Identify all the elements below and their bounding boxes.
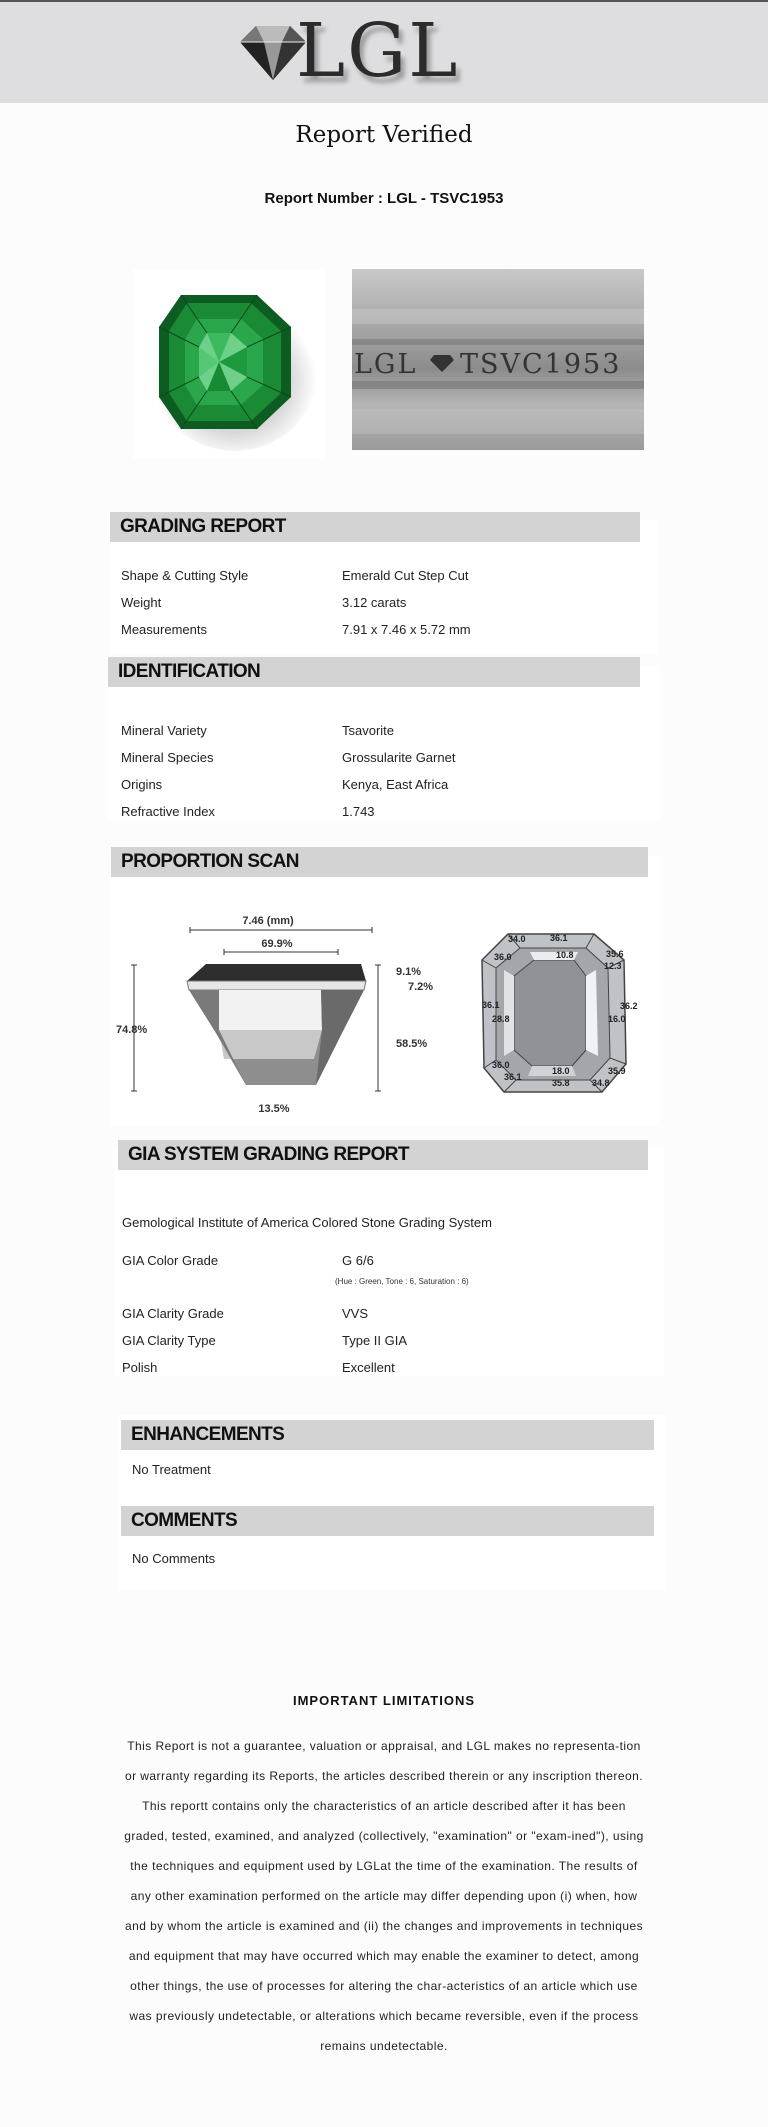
section-heading: ENHANCEMENTS <box>121 1420 654 1450</box>
section-heading: COMMENTS <box>121 1506 654 1536</box>
row-value: Tsavorite <box>342 723 395 738</box>
facet-label: 18.0 <box>552 1066 570 1076</box>
row-value: 3.12 carats <box>342 595 407 610</box>
lgl-logo <box>234 8 494 96</box>
girdle-inscription-photo <box>352 269 644 450</box>
report-number: Report Number : LGL - TSVC1953 <box>264 190 504 207</box>
inscription-text: LGL <box>354 349 418 380</box>
row-label: GIA Color Grade <box>122 1253 219 1268</box>
width-label: 7.46 (mm) <box>242 915 294 927</box>
facet-label: 36.1 <box>504 1072 522 1082</box>
identification-card <box>108 665 660 820</box>
facet-label: 36.0 <box>494 952 512 962</box>
culet-label: 13.5% <box>258 1103 290 1115</box>
facet-label: 35.6 <box>606 949 624 959</box>
comments-value: No Comments <box>132 1551 216 1566</box>
top-view-diagram <box>474 910 650 1115</box>
row-label: GIA Clarity Type <box>122 1333 216 1348</box>
facet-label: 28.8 <box>492 1014 510 1024</box>
pavilion-label: 58.5% <box>396 1038 428 1050</box>
page-title: Report Verified <box>295 122 473 148</box>
row-value: Excellent <box>342 1360 395 1375</box>
side-profile-diagram <box>116 905 451 1120</box>
facet-label: 36.0 <box>492 1060 510 1070</box>
facet-label: 36.1 <box>550 933 568 943</box>
row-value: Emerald Cut Step Cut <box>342 568 469 583</box>
color-note: (Hue : Green, Tone : 6, Saturation : 6) <box>335 1277 469 1286</box>
facet-label: 36.1 <box>482 1000 500 1010</box>
row-label: Origins <box>121 777 163 792</box>
facet-label: 10.8 <box>556 950 574 960</box>
facet-label: 35.8 <box>552 1078 570 1088</box>
row-value: 7.91 x 7.46 x 5.72 mm <box>342 622 471 637</box>
row-value: G 6/6 <box>342 1253 374 1268</box>
girdle-label: 7.2% <box>408 981 434 993</box>
facet-label: 16.0 <box>608 1014 626 1024</box>
section-heading: GRADING REPORT <box>110 512 640 542</box>
table-label: 69.9% <box>261 938 293 950</box>
section-heading: PROPORTION SCAN <box>111 847 648 877</box>
section-heading: GIA SYSTEM GRADING REPORT <box>118 1140 648 1170</box>
logo-text: LGL <box>296 8 460 94</box>
row-label: Measurements <box>121 622 207 637</box>
facet-label: 34.0 <box>508 934 526 944</box>
header-banner <box>0 0 768 103</box>
crown-label: 9.1% <box>396 966 422 978</box>
row-value: Grossularite Garnet <box>342 750 456 765</box>
row-value: Type II GIA <box>342 1333 408 1348</box>
inscription-code: TSVC1953 <box>460 349 622 380</box>
row-value: Kenya, East Africa <box>342 777 449 792</box>
limitations-title: IMPORTANT LIMITATIONS <box>292 1693 476 1708</box>
section-heading: IDENTIFICATION <box>108 657 640 687</box>
depth-label: 74.8% <box>116 1024 148 1036</box>
row-value: 1.743 <box>342 804 375 819</box>
row-label: Polish <box>122 1360 158 1375</box>
gia-system-text: Gemological Institute of America Colored Stone Grading System <box>122 1215 492 1230</box>
enhancements-value: No Treatment <box>132 1462 211 1477</box>
facet-label: 34.8 <box>592 1078 610 1088</box>
facet-label: 36.2 <box>620 1001 638 1011</box>
row-label: Weight <box>121 595 162 610</box>
gemstone-photo <box>133 269 325 459</box>
facet-label: 35.9 <box>608 1066 626 1076</box>
row-label: Mineral Variety <box>121 723 207 738</box>
row-label: Shape & Cutting Style <box>121 568 249 583</box>
row-label: GIA Clarity Grade <box>122 1306 224 1321</box>
facet-label: 12.3 <box>604 961 622 971</box>
row-value: VVS <box>342 1306 369 1321</box>
limitations-text: This Report is not a guarantee, valuation or appraisal, and LGL makes no representa-tion or warranty regarding its Reports, the articles described therein or any inscription thereon. This reportt contains only the characteristics of an article described after it has been graded, tested, examined, and analyzed (collectively, "examination" or "exam-ined"), using the techniques and equipment used by LGLat the time of the examination. The results of any other examination performed on the article may differ depending upon (i) when, how and by whom the article is examined and (ii) the changes and improvements in techniques and equipment that may have occurred which may enable the examiner to detect, among other things, the use of processes for altering the char-acteristics of an article which use was previously undetectable, or alterations which became reversible, even if the process remains undetectable. <box>124 1739 644 2053</box>
row-label: Refractive Index <box>121 804 215 819</box>
row-label: Mineral Species <box>121 750 214 765</box>
